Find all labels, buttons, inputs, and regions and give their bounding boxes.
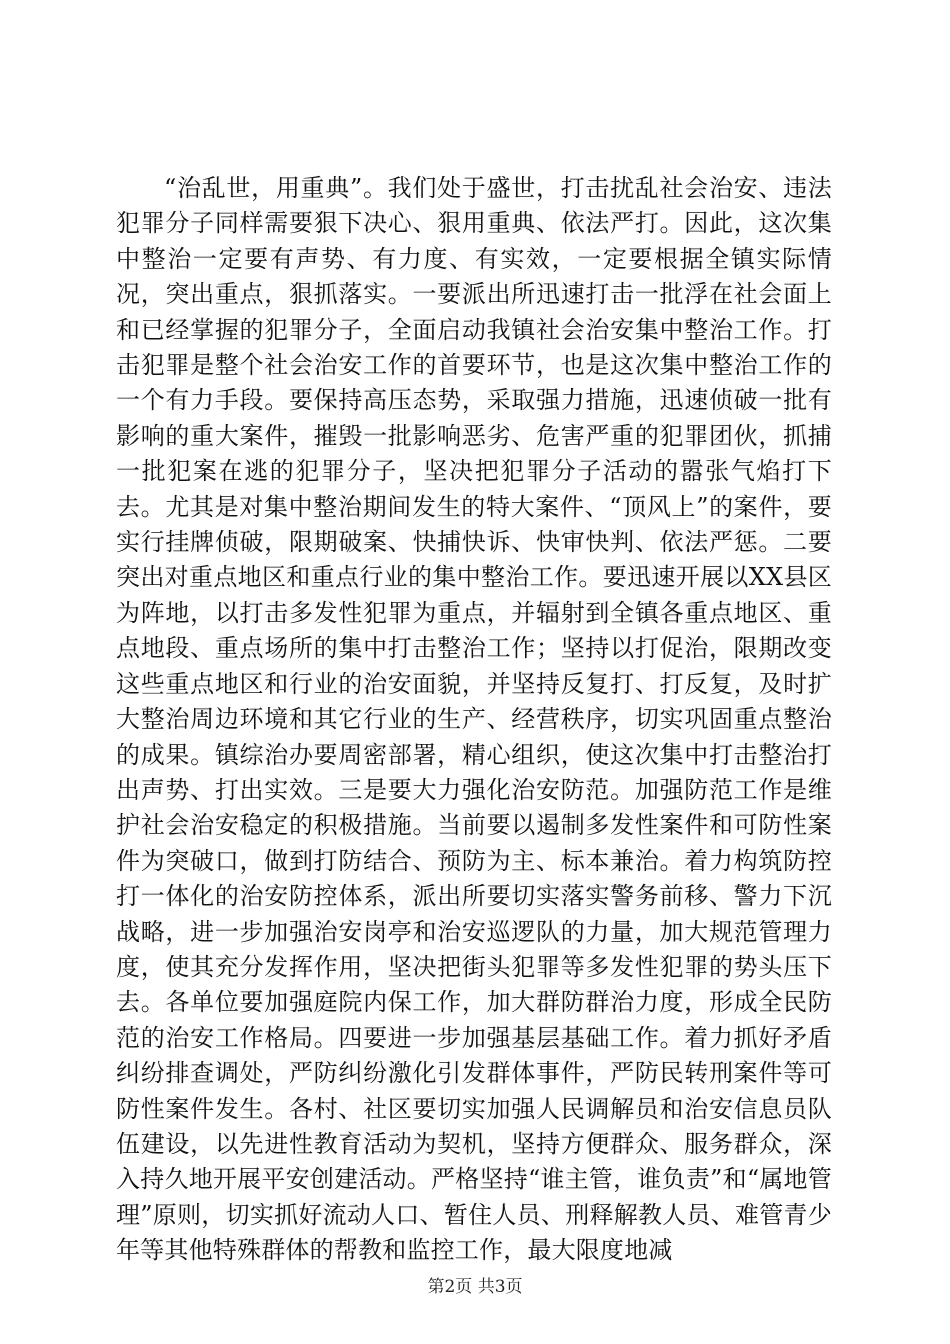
document-body [116,171,832,1269]
page-number: 第2页 共3页 [427,1277,523,1297]
body-paragraph: “治乱世，用重典”。我们处于盛世，打击扰乱社会治安、违法犯罪分子同样需要狠下决心、狠用重典、依法严打。因此，这次集中整治一定要有声势、有力度、有实效，一定要根据全镇实际情况，突出重点，狠抓落实。一要派出所迅速打击一批浮在社会面上和已经掌握的犯罪分子，全面启动我镇社会治安集中整治工作。打击犯罪是整个社会治安工作的首要环节，也是这次集中整治工作的一个有力手段。要保持高压态势，采取强力措施，迅速侦破一批有影响的重大案件，摧毁一批影响恶劣、危害严重的犯罪团伙，抓捕一批犯案在逃的犯罪分子，坚决把犯罪分子活动的嚣张气焰打下去。尤其是对集中整治期间发生的特大案件、“顶风上”的案件，要实行挂牌侦破，限期破案、快捕快诉、快审快判、依法严惩。二要突出对重点地区和重点行业的集中整治工作。要迅速开展以XX县区为阵地，以打击多发性犯罪为重点，并辐射到全镇各重点地区、重点地段、重点场所的集中打击整治工作；坚持以打促治，限期改变这些重点地区和行业的治安面貌，并坚持反复打、打反复，及时扩大整治周边环境和其它行业的生产、经营秩序，切实巩固重点整治的成果。镇综治办要周密部署，精心组织，使这次集中打击整治打出声势、打出实效。三是要大力强化治安防范。加强防范工作是维护社会治安稳定的积极措施。当前要以遏制多发性案件和可防性案件为突破口，做到打防结合、预防为主、标本兼治。着力构筑防控打一体化的治安防控体系，派出所要切实落实警务前移、警力下沉战略，进一步加强治安岗亭和治安巡逻队的力量，加大规范管理力度，使其充分发挥作用，坚决把街头犯罪等多发性犯罪的势头压下去。各单位要加强庭院内保工作，加大群防群治力度，形成全民防范的治安工作格局。四要进一步加强基层基础工作。着力抓好矛盾纠纷排查调处，严防纠纷激化引发群体事件，严防民转刑案件等可防性案件发生。各村、社区要切实加强人民调解员和治安信息员队伍建设，以先进性教育活动为契机，坚持方便群众、服务群众，深入持久地开展平安创建活动。严格坚持“谁主管，谁负责”和“属地管理”原则，切实抓好流动人口、暂住人员、刑释解教人员、难管青少年等其他特殊群体的帮教和监控工作，最大限度地减 [116,174,832,1265]
